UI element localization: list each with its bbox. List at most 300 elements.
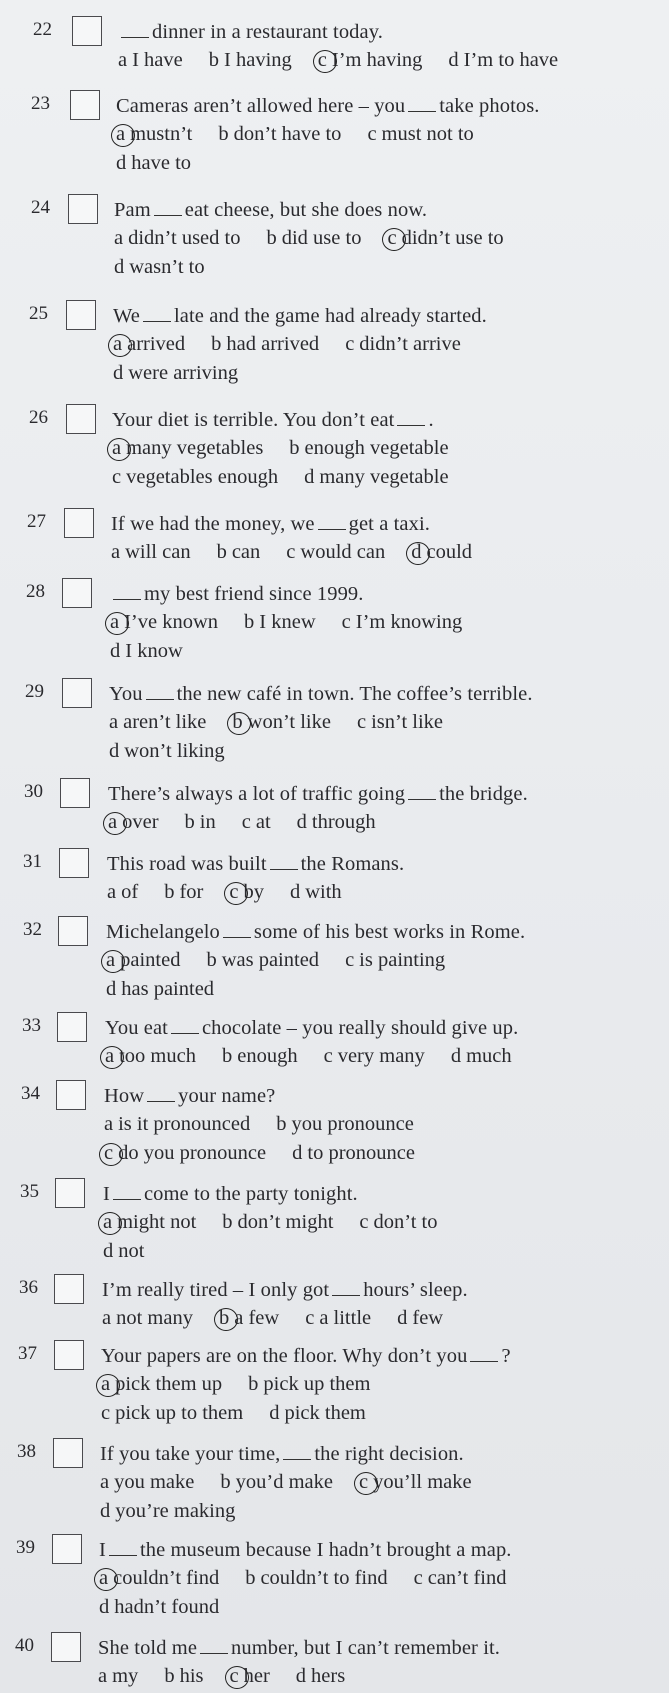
answer-checkbox[interactable] [53, 1438, 83, 1468]
option-letter: a [98, 1665, 108, 1687]
option-text: few [412, 1307, 444, 1329]
option-letter: c [286, 541, 296, 563]
option-d[interactable] [304, 465, 448, 489]
answer-checkbox[interactable] [54, 1274, 84, 1304]
stem-after: the right decision. [314, 1443, 464, 1465]
question-number: 34 [21, 1083, 40, 1104]
option-b[interactable] [185, 810, 216, 834]
answer-blank [223, 921, 251, 938]
options-row [113, 332, 461, 356]
option-b[interactable] [211, 332, 319, 356]
question-stem [98, 1636, 500, 1660]
option-text: didn’t used to [128, 227, 241, 249]
option-b[interactable] [206, 948, 319, 972]
answer-checkbox[interactable] [51, 1632, 81, 1662]
option-a[interactable] [108, 810, 159, 834]
option-letter: d [116, 152, 127, 174]
answer-checkbox[interactable] [57, 1012, 87, 1042]
option-text: of [121, 881, 139, 903]
option-text: can’t find [427, 1567, 507, 1589]
option-letter: b [164, 881, 175, 903]
option-text: vegetables enough [126, 466, 279, 488]
option-text: many vegetable [319, 466, 449, 488]
option-d[interactable] [100, 1499, 235, 1523]
option-text: a little [319, 1307, 372, 1329]
option-text: I’ve known [124, 611, 219, 633]
option-letter: b [276, 1113, 287, 1135]
option-letter: d [100, 1500, 111, 1522]
option-a[interactable] [109, 710, 206, 734]
question-number: 40 [15, 1635, 34, 1656]
option-text: very many [337, 1045, 425, 1067]
option-text: I knew [259, 611, 316, 633]
option-text: in [199, 811, 216, 833]
stem-after: the museum because I hadn’t brought a map. [139, 1539, 512, 1561]
question-stem [105, 1016, 518, 1040]
question-number: 35 [20, 1181, 39, 1202]
option-b[interactable] [209, 48, 292, 72]
option-a[interactable] [111, 540, 191, 564]
option-letter: d [289, 881, 301, 903]
option-b[interactable] [219, 1306, 279, 1330]
option-a[interactable] [104, 1112, 250, 1136]
options-row [112, 465, 449, 489]
question-number: 30 [24, 781, 43, 802]
options-row [99, 1595, 219, 1619]
option-c[interactable] [112, 465, 278, 489]
selected-option-letter: d [411, 540, 426, 564]
option-c[interactable] [414, 1566, 507, 1590]
option-text: would can [300, 541, 386, 563]
option-letter: c [356, 711, 367, 733]
option-a[interactable] [114, 226, 240, 250]
stem-after: . [428, 409, 434, 431]
options-row [100, 1470, 472, 1494]
answer-blank [270, 853, 298, 870]
option-text: I having [224, 49, 292, 71]
option-text: will can [125, 541, 191, 563]
option-text: pick them [284, 1402, 366, 1424]
option-a[interactable] [110, 610, 218, 634]
option-d[interactable] [451, 1044, 512, 1068]
answer-blank [200, 1637, 228, 1654]
option-d[interactable] [290, 880, 342, 904]
option-letter: b [208, 49, 220, 71]
answer-blank [318, 513, 346, 530]
stem-after: come to the party tonight. [143, 1183, 358, 1205]
option-d[interactable] [292, 1141, 415, 1165]
option-text: you’ll make [373, 1471, 472, 1493]
option-text: arrived [127, 333, 186, 355]
option-letter: b [222, 1211, 233, 1233]
answer-blank [147, 1085, 175, 1102]
option-b[interactable] [164, 880, 203, 904]
option-letter: a [118, 49, 128, 71]
option-letter: d [450, 1045, 462, 1067]
option-a[interactable] [102, 1306, 193, 1330]
stem-before: Your papers are on the floor. Why don’t you [101, 1345, 468, 1367]
option-a[interactable] [106, 948, 180, 972]
options-row [111, 540, 472, 564]
option-letter: a [102, 1307, 112, 1329]
option-text: too much [119, 1045, 196, 1067]
option-b[interactable] [245, 1566, 387, 1590]
option-a[interactable] [107, 880, 138, 904]
option-text: do you pronounce [118, 1142, 267, 1164]
option-a[interactable] [105, 1044, 196, 1068]
option-b[interactable] [217, 540, 261, 564]
answer-checkbox[interactable] [55, 1178, 85, 1208]
answer-checkbox[interactable] [60, 778, 90, 808]
option-b[interactable] [222, 1044, 298, 1068]
option-letter: a [100, 1471, 110, 1493]
option-c[interactable] [387, 226, 503, 250]
option-letter: d [296, 811, 307, 833]
question-number: 24 [31, 197, 50, 218]
option-a[interactable] [103, 1210, 196, 1234]
option-a[interactable] [98, 1664, 138, 1688]
option-letter: b [218, 123, 229, 145]
stem-before: I [103, 1183, 110, 1205]
selected-option-letter: c [229, 880, 243, 904]
stem-after: hours’ sleep. [363, 1279, 468, 1301]
option-a[interactable] [113, 332, 185, 356]
option-letter: b [221, 1045, 233, 1067]
option-c[interactable] [286, 540, 385, 564]
question-stem [108, 782, 528, 806]
answer-blank [121, 21, 149, 38]
option-text: were arriving [128, 362, 239, 384]
option-text: can [231, 541, 261, 563]
selected-option-letter: a [103, 1210, 117, 1234]
option-d[interactable] [411, 540, 472, 564]
option-text: I’m to have [463, 49, 559, 71]
option-d[interactable] [269, 1401, 366, 1425]
stem-before: If we had the money, we [111, 513, 315, 535]
option-text: not [118, 1240, 145, 1262]
answer-blank [113, 1183, 141, 1200]
options-row [110, 639, 183, 663]
answer-checkbox[interactable] [54, 1340, 84, 1370]
option-d[interactable] [114, 255, 205, 279]
option-b[interactable] [220, 1470, 333, 1494]
question-stem [118, 20, 383, 44]
option-text: for [179, 881, 204, 903]
question-number: 39 [16, 1537, 35, 1558]
option-letter: b [211, 333, 222, 355]
option-letter: a [104, 1113, 114, 1135]
option-letter: c [341, 611, 351, 633]
options-row [118, 48, 558, 72]
stem-before: Pam [114, 199, 151, 221]
answer-checkbox[interactable] [58, 916, 88, 946]
question-number: 25 [29, 303, 48, 324]
option-c[interactable] [101, 1401, 243, 1425]
option-d[interactable] [297, 810, 376, 834]
stem-before: I [99, 1539, 106, 1561]
answer-checkbox[interactable] [66, 404, 96, 434]
answer-blank [143, 305, 171, 322]
options-row [102, 1306, 443, 1330]
stem-after: ? [501, 1345, 511, 1367]
question-stem [114, 198, 427, 222]
selected-option-letter: c [359, 1470, 373, 1494]
option-letter: d [110, 640, 121, 662]
answer-checkbox[interactable] [66, 300, 96, 330]
stem-after: the bridge. [439, 783, 528, 805]
stem-after: some of his best works in Rome. [253, 921, 526, 943]
option-letter: c [413, 1567, 423, 1589]
option-letter: a [109, 711, 119, 733]
option-text: with [305, 881, 342, 903]
option-letter: c [345, 333, 355, 355]
option-text: over [122, 811, 159, 833]
stem-before: You [109, 683, 143, 705]
options-row [99, 1566, 506, 1590]
option-text: you’d make [235, 1471, 333, 1493]
question-stem [112, 408, 434, 432]
options-row [100, 1499, 235, 1523]
stem-after: late and the game had already started. [174, 305, 487, 327]
option-text: hers [311, 1665, 346, 1687]
option-text: many vegetables [126, 437, 264, 459]
question-stem [111, 512, 430, 536]
option-d[interactable] [296, 1664, 345, 1688]
option-text: I know [125, 640, 183, 662]
question-number: 33 [22, 1015, 41, 1036]
option-c[interactable] [345, 332, 461, 356]
option-a[interactable] [101, 1372, 222, 1396]
option-a[interactable] [116, 122, 192, 146]
option-text: don’t have to [233, 123, 342, 145]
option-letter: b [216, 541, 227, 563]
options-row [103, 1210, 438, 1234]
option-text: you pronounce [291, 1113, 414, 1135]
options-row [104, 1141, 415, 1165]
option-letter: b [220, 1471, 231, 1493]
stem-before: How [104, 1085, 145, 1107]
option-letter: d [292, 1142, 303, 1164]
option-letter: d [304, 466, 315, 488]
selected-option-letter: b [219, 1306, 234, 1330]
answer-blank [408, 95, 436, 112]
option-text: must not to [381, 123, 474, 145]
question-stem [106, 920, 525, 944]
option-text: did use to [281, 227, 362, 249]
selected-option-letter: a [113, 332, 127, 356]
option-a[interactable] [118, 48, 183, 72]
options-row [98, 1664, 345, 1688]
option-letter: b [248, 1373, 259, 1395]
selected-option-letter: c [104, 1141, 118, 1165]
option-letter: a [111, 541, 121, 563]
selected-option-letter: a [101, 1372, 115, 1396]
option-c[interactable] [324, 1044, 425, 1068]
option-b[interactable] [244, 610, 316, 634]
option-text: had arrived [226, 333, 320, 355]
option-text: mustn’t [130, 123, 193, 145]
option-text: enough [237, 1045, 298, 1067]
stem-after: my best friend since 1999. [144, 583, 364, 605]
option-text: I’m having [331, 49, 423, 71]
stem-after: chocolate – you really should give up. [201, 1017, 519, 1039]
option-c[interactable] [367, 122, 473, 146]
option-letter: b [266, 227, 277, 249]
option-b[interactable] [266, 226, 361, 250]
options-row [109, 739, 225, 763]
stem-before: You eat [105, 1017, 168, 1039]
answer-blank [332, 1279, 360, 1296]
options-row [107, 880, 342, 904]
option-text: won’t liking [124, 740, 225, 762]
option-c[interactable] [230, 1664, 270, 1688]
answer-blank [146, 683, 174, 700]
option-text: painted [120, 949, 181, 971]
option-c[interactable] [345, 948, 445, 972]
option-c[interactable] [357, 710, 443, 734]
option-letter: b [245, 1567, 256, 1589]
stem-before: I’m really tired – I only got [102, 1279, 330, 1301]
option-c[interactable] [359, 1210, 437, 1234]
stem-before: She told me [98, 1637, 198, 1659]
option-letter: d [397, 1307, 408, 1329]
option-b[interactable] [276, 1112, 414, 1136]
options-row [110, 610, 462, 634]
option-text: I’m knowing [355, 611, 463, 633]
question-number: 36 [19, 1277, 38, 1298]
answer-checkbox[interactable] [56, 1080, 86, 1110]
option-c[interactable] [229, 880, 264, 904]
answer-checkbox[interactable] [70, 90, 100, 120]
option-b[interactable] [218, 122, 341, 146]
option-text: is it pronounced [118, 1113, 251, 1135]
option-d[interactable] [116, 151, 191, 175]
stem-after: the new café in town. The coffee’s terrible. [176, 683, 533, 705]
answer-blank [109, 1539, 137, 1556]
option-text: wasn’t to [129, 256, 205, 278]
option-c[interactable] [104, 1141, 266, 1165]
answer-checkbox[interactable] [52, 1534, 82, 1564]
option-text: won’t like [247, 711, 331, 733]
option-d[interactable] [397, 1306, 443, 1330]
selected-option-letter: a [116, 122, 130, 146]
option-d[interactable] [99, 1595, 219, 1619]
option-d[interactable] [110, 639, 183, 663]
option-text: didn’t arrive [359, 333, 461, 355]
option-letter: c [112, 466, 122, 488]
option-letter: a [107, 881, 117, 903]
option-c[interactable] [318, 48, 423, 72]
option-b[interactable] [232, 710, 331, 734]
option-a[interactable] [112, 436, 263, 460]
answer-blank [171, 1017, 199, 1034]
answer-blank [283, 1443, 311, 1460]
stem-before: Cameras aren’t allowed here – you [116, 95, 406, 117]
options-row [101, 1372, 370, 1396]
option-letter: b [289, 437, 300, 459]
stem-after: the Romans. [300, 853, 405, 875]
selected-option-letter: b [232, 710, 247, 734]
question-stem [101, 1344, 511, 1368]
question-number: 26 [29, 407, 48, 428]
stem-after: number, but I can’t remember it. [231, 1637, 501, 1659]
selected-option-letter: a [112, 436, 126, 460]
option-text: through [311, 811, 376, 833]
answer-checkbox[interactable] [62, 678, 92, 708]
option-b[interactable] [222, 1210, 333, 1234]
stem-before: Your diet is terrible. You don’t eat [112, 409, 395, 431]
question-stem [104, 1084, 275, 1108]
option-text: aren’t like [123, 711, 207, 733]
options-row [103, 1239, 144, 1263]
option-text: much [466, 1045, 512, 1067]
option-text: could [426, 541, 473, 563]
question-number: 31 [23, 851, 42, 872]
option-letter: d [99, 1596, 110, 1618]
answer-checkbox[interactable] [68, 194, 98, 224]
option-c[interactable] [242, 810, 271, 834]
options-row [105, 1044, 512, 1068]
option-letter: d [295, 1665, 307, 1687]
option-a[interactable] [100, 1470, 194, 1494]
option-letter: d [103, 1240, 114, 1262]
option-d[interactable] [103, 1239, 144, 1263]
option-text: you’re making [115, 1500, 236, 1522]
answer-checkbox[interactable] [72, 16, 102, 46]
option-d[interactable] [113, 361, 238, 385]
answer-checkbox[interactable] [62, 578, 92, 608]
question-number: 22 [33, 19, 52, 40]
options-row [106, 948, 445, 972]
option-c[interactable] [359, 1470, 472, 1494]
option-letter: b [164, 1665, 175, 1687]
option-letter: a [114, 227, 124, 249]
option-letter: c [241, 811, 251, 833]
answer-checkbox[interactable] [59, 848, 89, 878]
option-c[interactable] [305, 1306, 371, 1330]
options-row [116, 122, 474, 146]
option-d[interactable] [448, 48, 558, 72]
question-number: 37 [18, 1343, 37, 1364]
option-text: don’t to [373, 1211, 438, 1233]
stem-after: your name? [178, 1085, 276, 1107]
option-letter: d [109, 740, 120, 762]
question-stem [116, 94, 540, 118]
option-letter: d [269, 1402, 280, 1424]
option-letter: c [367, 123, 377, 145]
stem-before: This road was built [107, 853, 267, 875]
option-letter: c [305, 1307, 315, 1329]
question-number: 23 [31, 93, 50, 114]
option-d[interactable] [109, 739, 225, 763]
stem-before: We [113, 305, 141, 327]
options-row [112, 436, 449, 460]
answer-checkbox[interactable] [64, 508, 94, 538]
option-text: not many [116, 1307, 193, 1329]
option-text: enough vegetable [304, 437, 449, 459]
option-text: is painting [359, 949, 446, 971]
option-b[interactable] [289, 436, 448, 460]
answer-blank [470, 1345, 498, 1362]
option-d[interactable] [106, 977, 214, 1001]
option-text: couldn’t find [113, 1567, 220, 1589]
option-c[interactable] [342, 610, 463, 634]
option-text: couldn’t to find [260, 1567, 388, 1589]
option-letter: c [101, 1402, 111, 1424]
option-a[interactable] [99, 1566, 219, 1590]
option-b[interactable] [164, 1664, 203, 1688]
option-b[interactable] [248, 1372, 370, 1396]
